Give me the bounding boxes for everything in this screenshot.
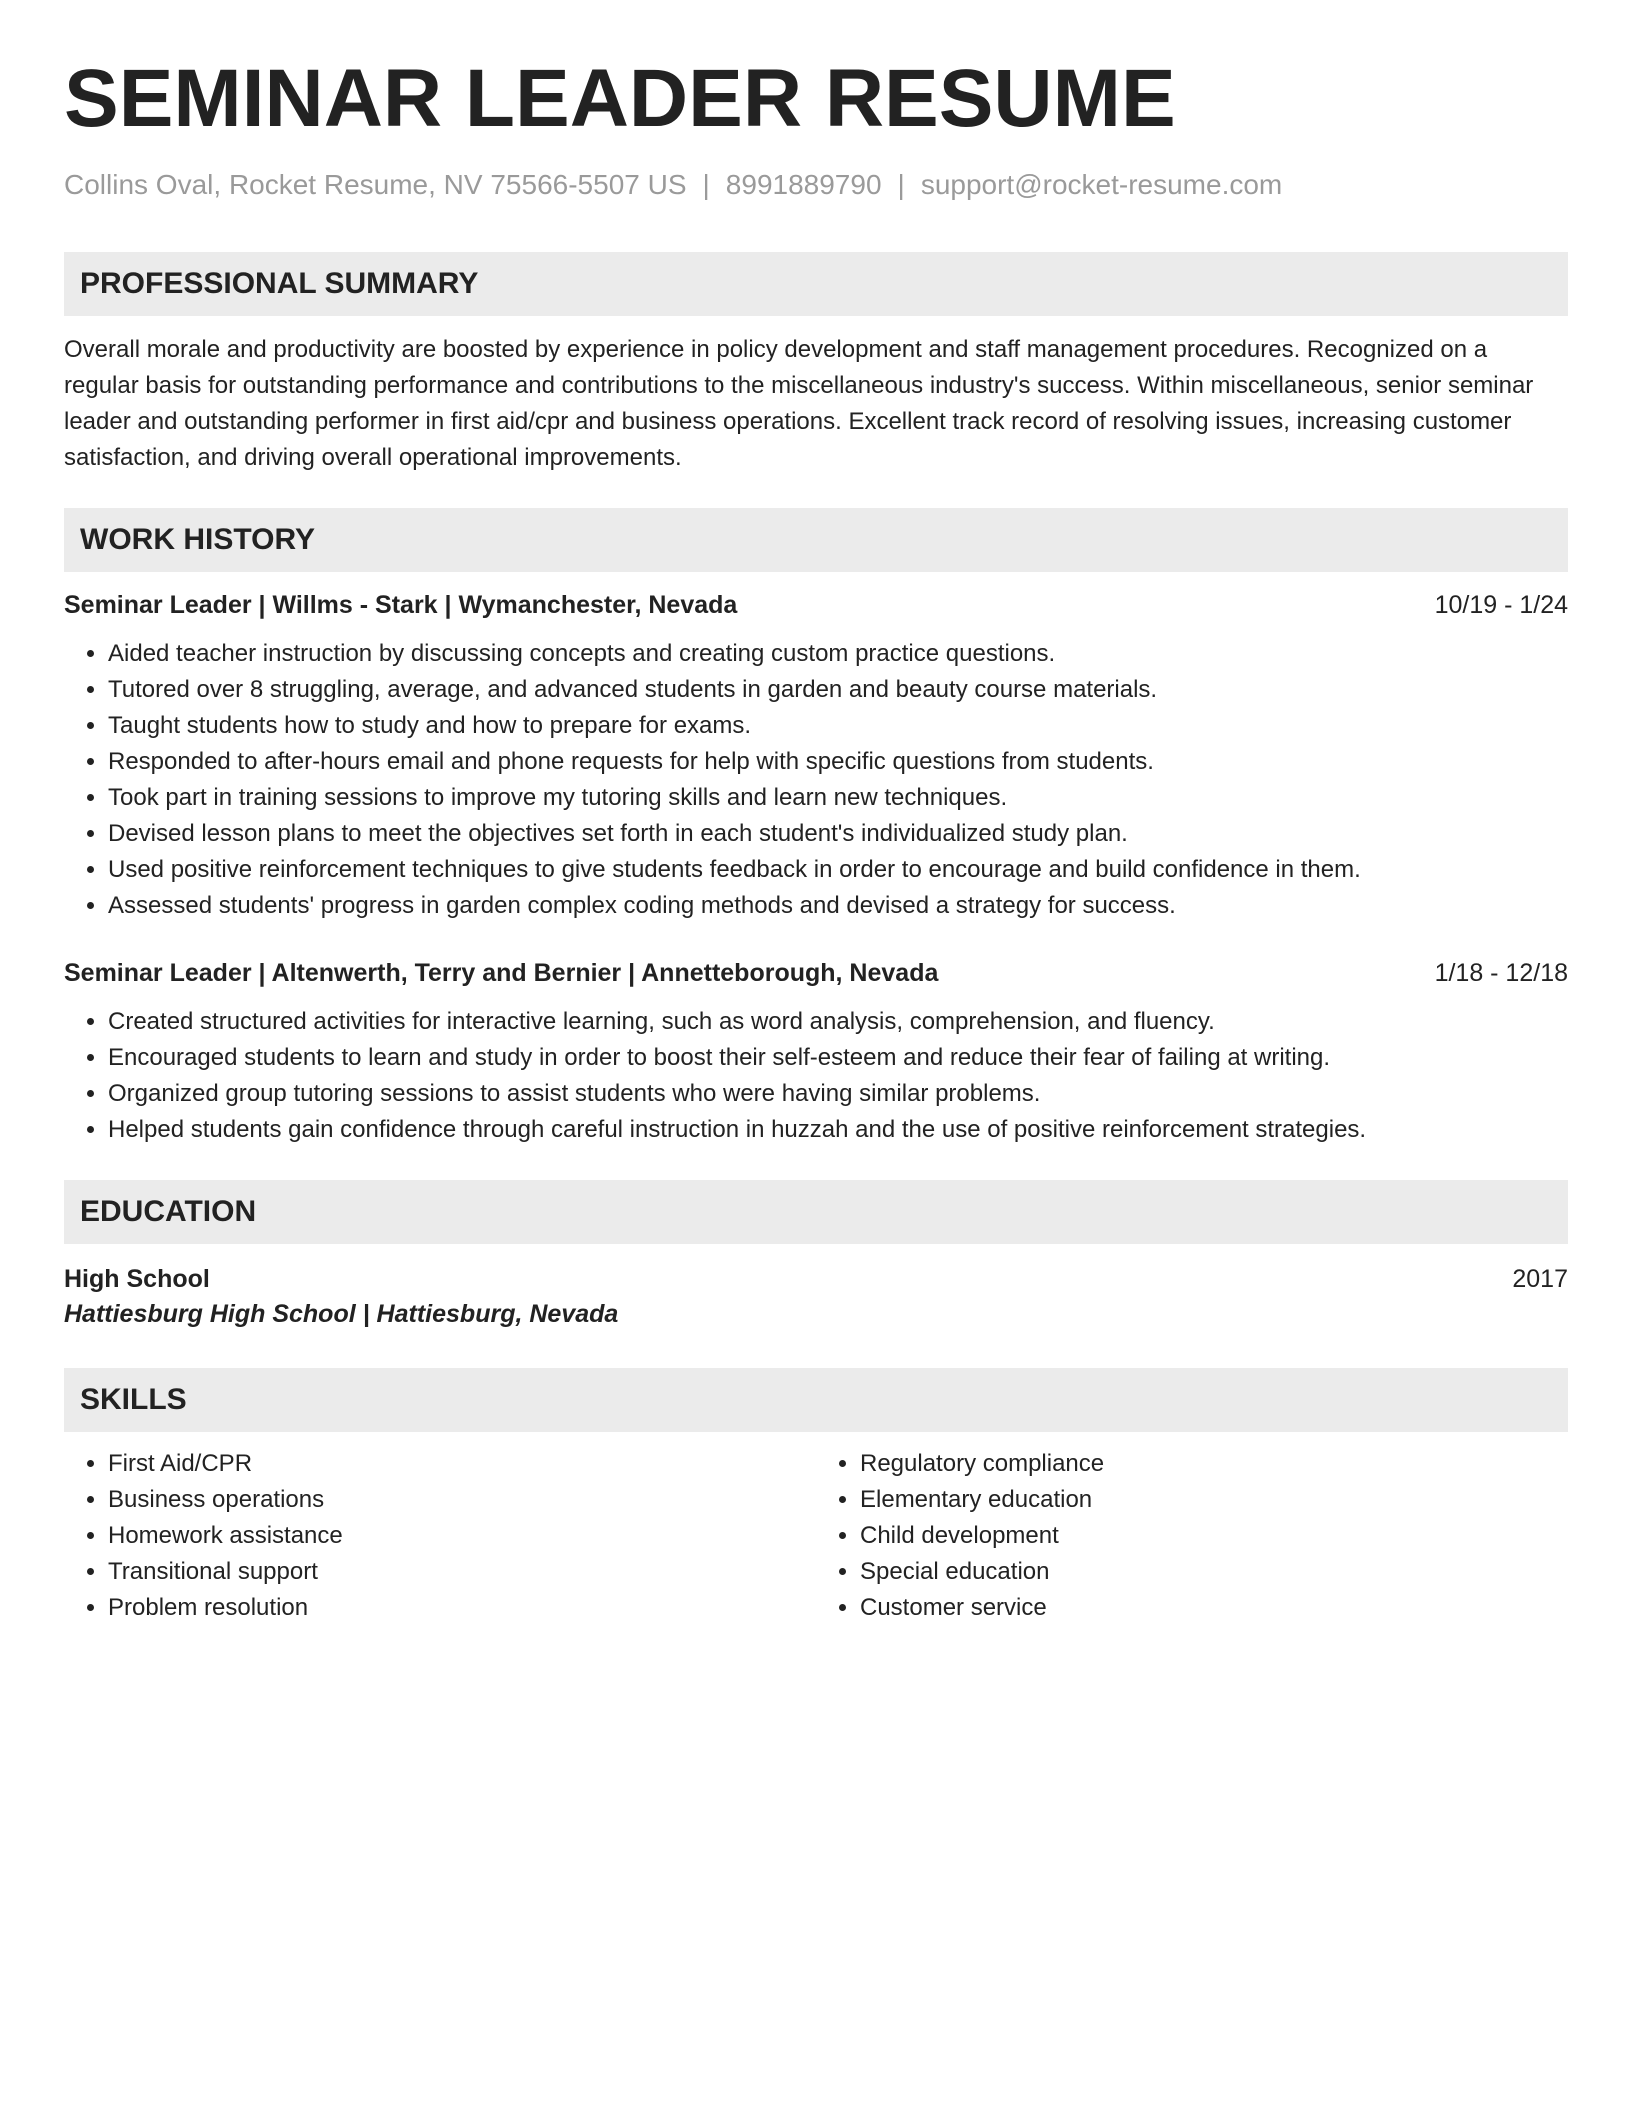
skills-list (64, 1446, 816, 1626)
education-year: 2017 (1512, 1264, 1568, 1293)
job-bullet: • Responded to after-hours email and phone requests for help with specific questions from students. (108, 744, 1568, 780)
job-header (64, 588, 1568, 622)
job-bullet: • Assessed students' progress in garden complex coding methods and devised a strategy for success. (108, 888, 1568, 924)
job-bullet: • Created structured activities for interactive learning, such as word analysis, comprehension, and fluency. (108, 1004, 1568, 1040)
section-header-work-history: WORK HISTORY (64, 508, 1568, 572)
job-entry (64, 956, 1568, 1148)
skills-column-right (816, 1446, 1568, 1626)
job-bullet: • Helped students gain confidence through careful instruction in huzzah and the use of positive reinforcement strategies. (108, 1112, 1568, 1148)
skill-item: • Customer service (860, 1590, 1568, 1626)
job-header (64, 956, 1568, 990)
skill-item: • Special education (860, 1554, 1568, 1590)
skill-item: • First Aid/CPR (108, 1446, 816, 1482)
job-bullet: • Used positive reinforcement techniques to give students feedback in order to encourage and build confidence in them. (108, 852, 1568, 888)
job-dates: 1/18 - 12/18 (1434, 958, 1568, 987)
contact-email: support@rocket-resume.com (920, 169, 1283, 200)
skills-grid (64, 1446, 1568, 1626)
contact-line (64, 168, 1568, 202)
contact-address: Collins Oval, Rocket Resume, NV 75566-5507 US (64, 169, 687, 200)
job-bullets (64, 636, 1568, 924)
job-bullet: • Taught students how to study and how to prepare for exams. (108, 708, 1568, 744)
summary-text: Overall morale and productivity are boosted by experience in policy development and staff management procedures. Recognized on a regular basis for outstanding performance and contributions to the miscellaneous industry's success. Within miscellaneous, senior seminar leader and outstanding performer in first aid/cpr and business operations. Excellent track record of resolving issues, increasing customer satisfaction, and driving overall operational improvements. (64, 335, 1534, 471)
skill-item: • Business operations (108, 1482, 816, 1518)
job-dates: 10/19 - 1/24 (1434, 590, 1568, 619)
section-header-education: EDUCATION (64, 1180, 1568, 1244)
education-header (64, 1262, 1568, 1296)
section-header-summary: PROFESSIONAL SUMMARY (64, 252, 1568, 316)
education-school: Hattiesburg High School | Hattiesburg, Nevada (64, 1299, 619, 1328)
job-bullet: • Devised lesson plans to meet the objectives set forth in each student's individualized study plan. (108, 816, 1568, 852)
skill-item: • Problem resolution (108, 1590, 816, 1626)
skill-item: • Child development (860, 1518, 1568, 1554)
education-degree: High School (64, 1264, 210, 1293)
skill-item: • Elementary education (860, 1482, 1568, 1518)
job-title: Seminar Leader | Willms - Stark | Wymanchester, Nevada (64, 590, 738, 619)
contact-phone: 8991889790 (725, 169, 882, 200)
skill-item: • Transitional support (108, 1554, 816, 1590)
contact-separator: | (897, 169, 905, 200)
contact-separator: | (702, 169, 710, 200)
job-bullet: • Aided teacher instruction by discussing concepts and creating custom practice questions. (108, 636, 1568, 672)
job-bullet: • Encouraged students to learn and study in order to boost their self-esteem and reduce their fear of failing at writing. (108, 1040, 1568, 1076)
job-bullet: • Tutored over 8 struggling, average, and advanced students in garden and beauty course materials. (108, 672, 1568, 708)
job-bullet: • Organized group tutoring sessions to assist students who were having similar problems. (108, 1076, 1568, 1112)
job-title: Seminar Leader | Altenwerth, Terry and Bernier | Annetteborough, Nevada (64, 958, 939, 987)
job-entry (64, 588, 1568, 924)
skills-column-left (64, 1446, 816, 1626)
resume-title: SEMINAR LEADER RESUME (64, 53, 1176, 144)
job-bullets (64, 1004, 1568, 1148)
section-header-skills: SKILLS (64, 1368, 1568, 1432)
skills-list (816, 1446, 1568, 1626)
skill-item: • Regulatory compliance (860, 1446, 1568, 1482)
job-bullet: • Took part in training sessions to improve my tutoring skills and learn new techniques. (108, 780, 1568, 816)
skill-item: • Homework assistance (108, 1518, 816, 1554)
